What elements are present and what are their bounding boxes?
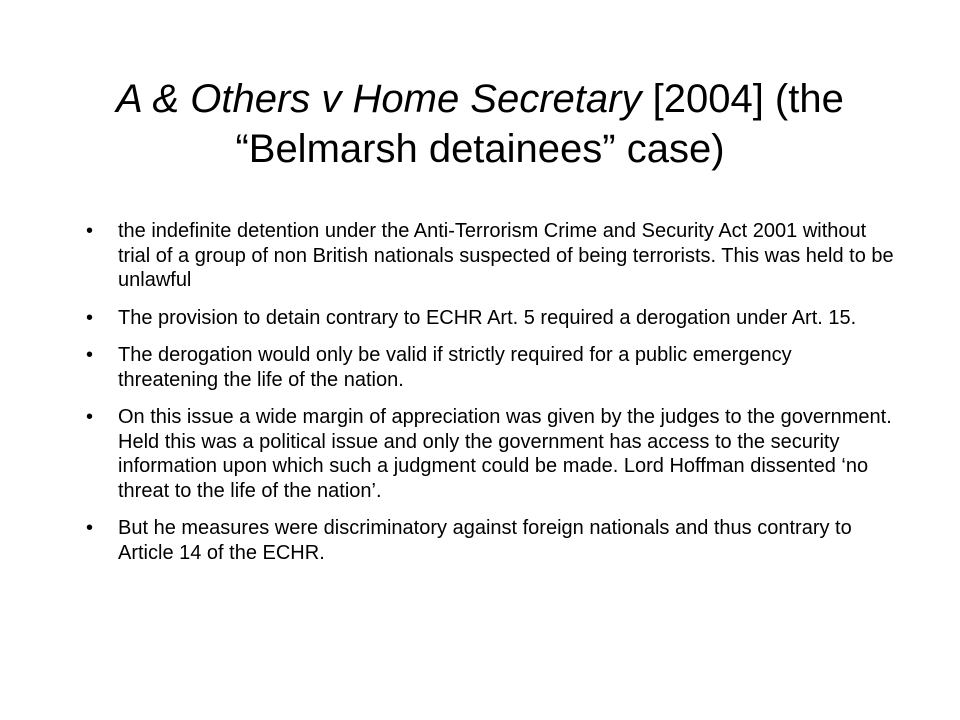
bullet-text: The provision to detain contrary to ECHR Art. 5 required a derogation under Art. 15.	[118, 306, 857, 329]
bullet-item	[86, 343, 896, 392]
bullet-text: The derogation would only be valid if strictly required for a public emergency threatening the life of the nation.	[118, 344, 792, 391]
bullet-icon: •	[86, 406, 94, 428]
bullet-icon: •	[86, 220, 94, 242]
bullet-item	[86, 516, 896, 565]
bullet-item	[86, 306, 896, 331]
bullet-item	[86, 219, 896, 293]
bullet-text: On this issue a wide margin of appreciation was given by the judges to the government. Held this was a political issue and only the government has access to the security information upon which such a judgment could be made. Lord Hoffman dissented ‘no threat to the life of the nation’.	[118, 406, 892, 502]
bullet-list	[86, 219, 896, 578]
bullet-icon: •	[86, 344, 94, 366]
slide-title-rest: [2004] (the “Belmarsh detainees” case)	[235, 77, 844, 171]
bullet-item	[86, 405, 896, 503]
bullet-text: But he measures were discriminatory against foreign nationals and thus contrary to Article 14 of the ECHR.	[118, 517, 852, 564]
bullet-text: the indefinite detention under the Anti-Terrorism Crime and Security Act 2001 without trial of a group of non British nationals suspected of being terrorists. This was held to be unlawful	[118, 220, 894, 291]
slide-title	[60, 74, 900, 174]
bullet-icon: •	[86, 517, 94, 539]
slide-title-case-name: A & Others v Home Secretary	[116, 77, 642, 121]
bullet-icon: •	[86, 306, 94, 329]
